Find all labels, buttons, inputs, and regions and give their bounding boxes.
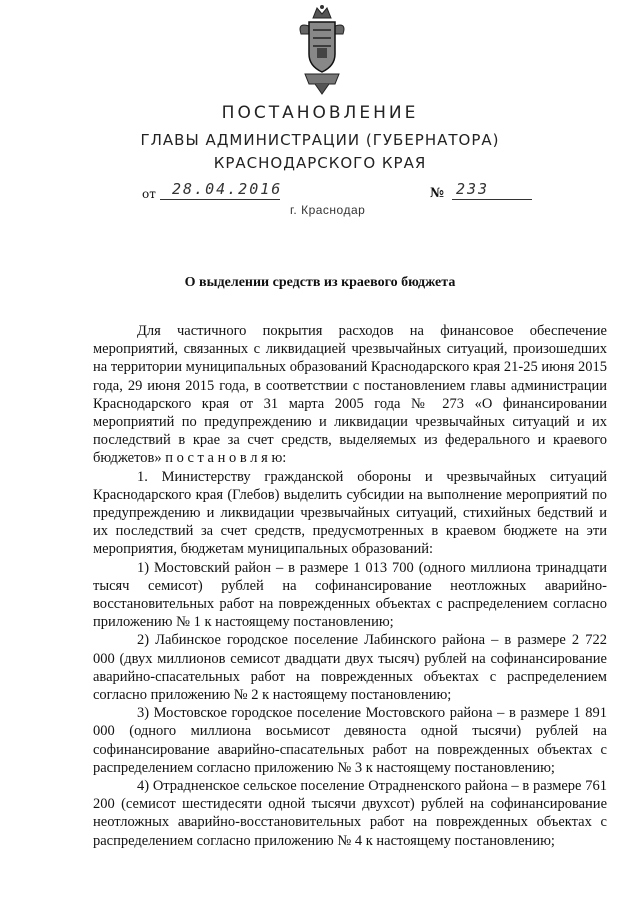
paragraph-subitem-1: 1) Мостовский район – в размере 1 013 700 (одного миллиона тринадцати тысяч семисот) рублей на софинансирование неотложных аварийно-восстановительных работ на поврежденных объектах с распределением согласно приложению № 1 к настоящему постановлению;: [93, 559, 607, 631]
date-value: 28.04.2016: [172, 180, 283, 198]
issuer-line-2: КРАСНОДАРСКОГО КРАЯ: [213, 154, 427, 172]
number-label: №: [430, 186, 445, 201]
paragraph-preamble: Для частичного покрытия расходов на финансовое обеспечение мероприятий, связанных с ликвидацией чрезвычайных ситуаций, произошедших на территории муниципальных образований Краснодарского края 21-25 июня 2015 года, 29 июня 2015 года, в соответствии с постановлением главы администрации Краснодарского края от 31 марта 2005 года № 273 «О финансировании мероприятий по предупреждению и ликвидации чрезвычайных ситуаций и их последствий в крае за счет средств, выделяемых из федерального и краевого бюджетов» п о с т а н о в л я ю:: [93, 323, 607, 467]
issuer-line-1: ГЛАВЫ АДМИНИСТРАЦИИ (ГУБЕРНАТОРА): [140, 131, 500, 149]
date-underline: [160, 199, 280, 200]
document-title: О выделении средств из краевого бюджета: [184, 275, 456, 290]
paragraph-subitem-4: 4) Отрадненское сельское поселение Отрадненского района – в размере 761 200 (семисот шестидесяти одной тысячи двухсот) рублей на софинансирование неотложных аварийно-восстановительных работ на поврежденных объектах с распределением согласно приложению № 4 к настоящему постановлению;: [93, 778, 607, 849]
paragraph-subitem-3: 3) Мостовское городское поселение Мостовского района – в размере 1 891 000 (одного миллиона восьмисот девяноста одной тысячи) рублей на софинансирование аварийно-спасательных работ на поврежденных объектах с распределением согласно приложению № 3 к настоящему постановлению;: [93, 705, 607, 776]
number-underline: [452, 199, 532, 200]
date-label: от: [142, 187, 156, 201]
document-body: [93, 322, 607, 850]
coat-of-arms-icon: [295, 4, 349, 96]
paragraph-subitem-2: 2) Лабинское городское поселение Лабинского района – в размере 2 722 000 (двух миллионов семисот двадцати двух тысяч) рублей на софинансирование аварийно-спасательных работ на поврежденных объектах с распределением согласно приложению № 2 к настоящему постановлению;: [93, 632, 607, 704]
document-type: ПОСТАНОВЛЕНИЕ: [221, 103, 419, 123]
paragraph-item-1: 1. Министерству гражданской обороны и чрезвычайных ситуаций Краснодарского края (Глебов) выделить субсидии на выполнение мероприятий по предупреждению и ликвидации чрезвычайных ситуаций, стихийных бедствий и их последствий за счет средств, предусмотренных в краевом бюджете на эти мероприятия, бюджетам муниципальных образований:: [93, 468, 607, 558]
city: г. Краснодар: [290, 203, 366, 217]
number-value: 233: [456, 180, 490, 198]
